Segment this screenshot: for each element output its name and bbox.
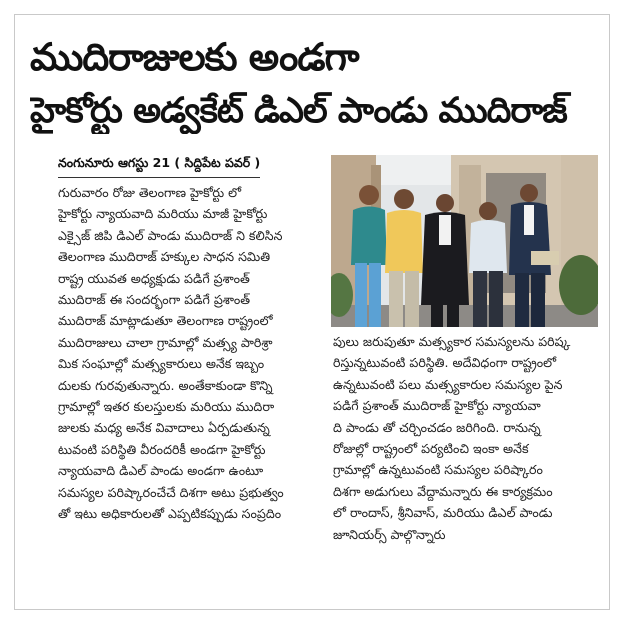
body-text-line: పులు జరుపుతూ మత్స్యకార సమస్యలను పరిష్క — [333, 334, 571, 349]
body-text-line: ఎక్సైజ్ జిపి డిఎల్ పాండు ముదిరాజ్ ని కలిసిన — [58, 227, 283, 243]
body-text-line: ముదిరాజ్ మాట్లాడుతూ తెలంగాణ రాష్ట్రంలో — [58, 313, 273, 329]
body-text-line: జులకు మధ్య అనేక వివాదాలు ఏర్పడుతున్న — [58, 420, 270, 436]
body-text-line: దులకు గురవుతున్నారు. అంతేకాకుండా కొన్ని — [58, 377, 273, 393]
body-text-line: మిక సంఘాల్లో మత్స్యకారులు అనేక ఇబ్బం — [58, 356, 265, 372]
body-text-line: గ్రామాల్లో ఇతర కులస్తులకు మరియు ముదిరా — [58, 399, 275, 415]
body-text-line: రోజుల్లో రాష్ట్రంలో పర్యటించి ఇంకా అనేక — [333, 441, 529, 457]
dateline-underline — [58, 177, 260, 178]
body-text-line: హైకోర్టు న్యాయవాది మరియు మాజీ హైకోర్టు — [58, 206, 268, 222]
body-text-line: ఉన్నటువంటి పలు మత్స్యకారుల సమస్యల పైన — [333, 376, 563, 392]
group-photo-illustration — [331, 155, 598, 327]
body-text-line: లో రాందాస్, శ్రీనివాస్, మరియు డిఎల్ పాండు — [333, 505, 553, 521]
body-text-line: రాష్ట్ర యువత అధ్యక్షుడు పడిగే ప్రశాంత్ — [58, 270, 250, 286]
article-body-left-column — [58, 182, 326, 525]
body-text-line: ముదిరాజులు చాలా గ్రామాల్లో మత్స్య పారిశ్రా — [58, 334, 273, 350]
headline-line-1: ముదిరాజులకు అండగా — [30, 35, 359, 79]
body-text-line: రిస్తున్నటువంటి పరిస్థితి. అదేవిధంగా రాష్ట్రంలో — [333, 355, 557, 371]
body-text-line: జూనియర్స్ పాల్గొన్నారు — [333, 526, 446, 542]
body-text-line: పడిగే ప్రశాంత్ ముదిరాజ్ హైకోర్టు న్యాయవా — [333, 398, 541, 414]
headline-line-2: హైకోర్టు అడ్వకేట్ డిఎల్ పాండు ముదిరాజ్ — [30, 91, 567, 131]
news-photo — [331, 155, 598, 327]
body-text-line: సమస్యల పరిష్కారంచేచే దిశగా అటు ప్రభుత్వం — [58, 484, 284, 500]
body-text-line: టువంటి పరిస్థితి వీరందరికీ అండగా హైకోర్టు — [58, 441, 266, 457]
body-text-line: తో ఇటు అధికారులతో ఎప్పటికప్పుడు సంప్రదిం — [58, 506, 282, 522]
dateline-text: నంగునూరు ఆగస్టు 21 ( సిద్దిపేట పవర్ ) — [58, 155, 261, 170]
body-text-line: దిశగా అడుగులు వేద్దామన్నారు ఈ కార్యక్రమం — [333, 483, 553, 499]
body-text-line: తెలంగాణ ముదిరాజ్ హక్కుల సాధన సమితి — [58, 249, 271, 265]
body-text-line: ది పాండు తో చర్చించడం జరిగింది. రానున్న — [333, 419, 541, 435]
body-text-line: గ్రామాల్లో ఉన్నటువంటి సమస్యల పరిష్కారం — [333, 462, 543, 478]
article-body-right-column — [333, 331, 598, 545]
body-text-line: ముదిరాజ్ ఈ సందర్భంగా పడిగే ప్రశాంత్ — [58, 292, 251, 308]
body-text-line: గురువారం రోజు తెలంగాణ హైకోర్టు లో — [58, 185, 242, 200]
body-text-line: న్యాయవాది డిఎల్ పాండు అండగా ఉంటూ — [58, 463, 264, 479]
dateline — [58, 155, 260, 174]
